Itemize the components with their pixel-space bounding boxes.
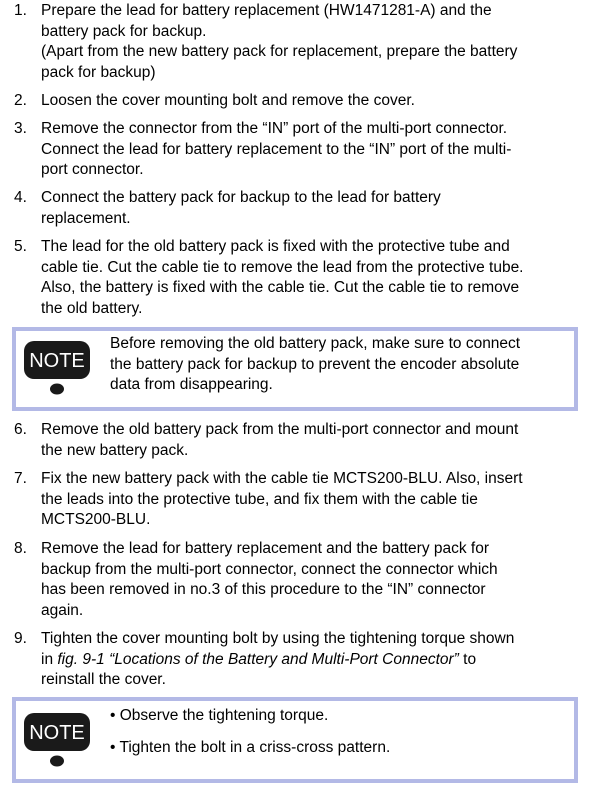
step-text: has been removed in no.3 of this procedure to the “IN” connector xyxy=(41,581,486,598)
note-box xyxy=(12,327,578,411)
step-9 xyxy=(14,629,584,691)
step-number: 9. xyxy=(14,630,27,647)
note-bullet: • Observe the tightening torque. xyxy=(110,707,329,724)
step-text: port connector. xyxy=(41,161,144,178)
step-5 xyxy=(14,237,584,319)
step-number: 7. xyxy=(14,470,27,487)
note-box xyxy=(12,697,578,783)
note-icon xyxy=(22,339,94,401)
step-number: 2. xyxy=(14,92,27,109)
step-text: MCTS200-BLU. xyxy=(41,511,151,528)
step-text: The lead for the old battery pack is fixed with the protective tube and xyxy=(41,238,510,255)
note-line: the battery pack for backup to prevent the encoder absolute xyxy=(110,355,520,373)
step-text: again. xyxy=(41,601,84,619)
step-text: (Apart from the new battery pack for replacement, prepare the battery xyxy=(41,43,518,60)
note-icon-label: NOTE xyxy=(29,722,85,744)
step-text: the old battery. xyxy=(41,299,143,317)
step-7 xyxy=(14,469,584,531)
step-number: 4. xyxy=(14,189,27,206)
step-6 xyxy=(14,420,584,461)
step-text: cable tie. Cut the cable tie to remove the lead from the protective tube. xyxy=(41,258,524,276)
figure-reference-link[interactable]: fig. 9-1 “Locations of the Battery and Multi-Port Connector” xyxy=(57,650,459,668)
note-icon xyxy=(22,711,94,773)
step-text-prefix: in xyxy=(41,650,58,668)
note-line: data from disappearing. xyxy=(110,376,273,393)
step-text: Fix the new battery pack with the cable tie MCTS200-BLU. Also, insert xyxy=(41,470,523,487)
note-text xyxy=(110,334,520,396)
step-text: Also, the battery is fixed with the cable tie. Cut the cable tie to remove xyxy=(41,279,520,296)
step-text: Loosen the cover mounting bolt and remove the cover. xyxy=(41,92,415,109)
step-text: Remove the connector from the “IN” port of the multi-port connector. xyxy=(41,120,508,137)
step-text: Remove the lead for battery replacement and the battery pack for xyxy=(41,540,490,557)
step-text: reinstall the cover. xyxy=(41,671,166,688)
step-3 xyxy=(14,119,584,181)
step-2 xyxy=(14,91,584,112)
step-text: replacement. xyxy=(41,209,131,227)
step-text: backup from the multi-port connector, connect the connector which xyxy=(41,560,498,578)
step-text: Remove the old battery pack from the multi-port connector and mount xyxy=(41,421,519,438)
step-8 xyxy=(14,539,584,621)
note-icon-label: NOTE xyxy=(29,350,85,372)
step-number: 8. xyxy=(14,540,27,557)
step-4 xyxy=(14,188,584,229)
step-text: Prepare the lead for battery replacement (HW1471281-A) and the xyxy=(41,2,492,19)
step-text xyxy=(41,650,584,671)
note-bullet: • Tighten the bolt in a criss-cross pattern. xyxy=(110,739,391,756)
step-text: Connect the lead for battery replacement to the “IN” port of the multi- xyxy=(41,140,512,158)
step-text-suffix: to xyxy=(458,650,477,668)
step-number: 1. xyxy=(14,2,27,19)
step-text: battery pack for backup. xyxy=(41,22,207,40)
step-number: 3. xyxy=(14,120,27,137)
step-1 xyxy=(14,1,584,83)
step-text: the new battery pack. xyxy=(41,441,189,459)
step-text: the leads into the protective tube, and fix them with the cable tie xyxy=(41,490,478,508)
step-text: Tighten the cover mounting bolt by using the tightening torque shown xyxy=(41,630,515,647)
step-number: 5. xyxy=(14,238,27,255)
note-line: Before removing the old battery pack, make sure to connect xyxy=(110,335,521,352)
step-text: Connect the battery pack for backup to the lead for battery xyxy=(41,189,441,206)
step-number: 6. xyxy=(14,421,27,438)
step-text: pack for backup) xyxy=(41,63,156,81)
